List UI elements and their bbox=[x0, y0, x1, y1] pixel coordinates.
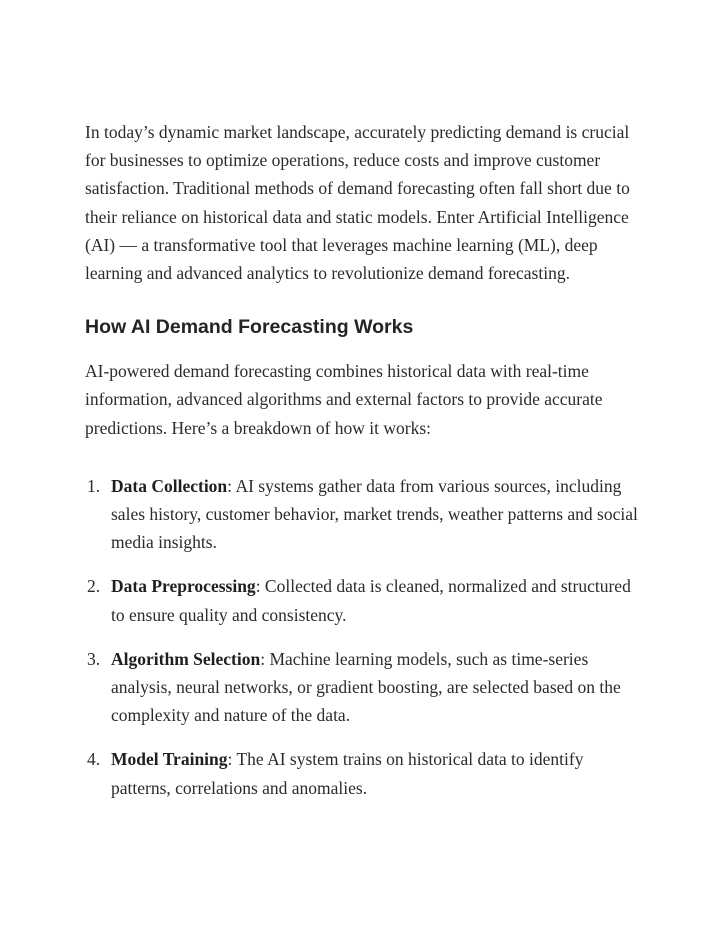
list-item bbox=[85, 745, 645, 801]
list-item bbox=[85, 645, 645, 730]
list-item-title: Data Preprocessing bbox=[111, 576, 256, 597]
steps-list bbox=[85, 472, 645, 802]
list-item-body: : AI systems gather data from various sources, including sales history, customer behavior, market trends, weather patterns and social media insights. bbox=[111, 475, 638, 553]
list-item-number: 1. bbox=[87, 475, 101, 496]
list-item bbox=[85, 572, 645, 628]
list-item-number: 3. bbox=[87, 648, 101, 669]
list-item-body: : Machine learning models, such as time-series analysis, neural networks, or gradient boosting, are selected based on the complexity and nature of the data. bbox=[111, 648, 621, 726]
list-item-number: 2. bbox=[87, 576, 101, 597]
list-item-title: Data Collection bbox=[111, 475, 228, 496]
list-item-number: 4. bbox=[87, 749, 101, 770]
section-heading: How AI Demand Forecasting Works bbox=[85, 316, 414, 339]
intro-paragraph: In today’s dynamic market landscape, accurately predicting demand is crucial for businesses to optimize operations, reduce costs and improve customer satisfaction. Traditional methods of demand forecasting often fall short due to their reliance on historical data and static models. Enter Artificial Intelligence (AI) — a transformative tool that leverages machine learning (ML), deep learning and advanced analytics to revolutionize demand forecasting. bbox=[85, 122, 630, 284]
list-item bbox=[85, 472, 645, 557]
list-item-body: : Collected data is cleaned, normalized and structured to ensure quality and consistency. bbox=[111, 576, 631, 625]
list-item-title: Model Training bbox=[111, 749, 228, 770]
document-page bbox=[85, 118, 645, 818]
list-item-body: : The AI system trains on historical data to identify patterns, correlations and anomalies. bbox=[111, 749, 584, 798]
list-item-title: Algorithm Selection bbox=[111, 648, 261, 669]
section-paragraph: AI-powered demand forecasting combines historical data with real-time information, advanced algorithms and external factors to provide accurate predictions. Here’s a breakdown of how it works: bbox=[85, 361, 603, 438]
